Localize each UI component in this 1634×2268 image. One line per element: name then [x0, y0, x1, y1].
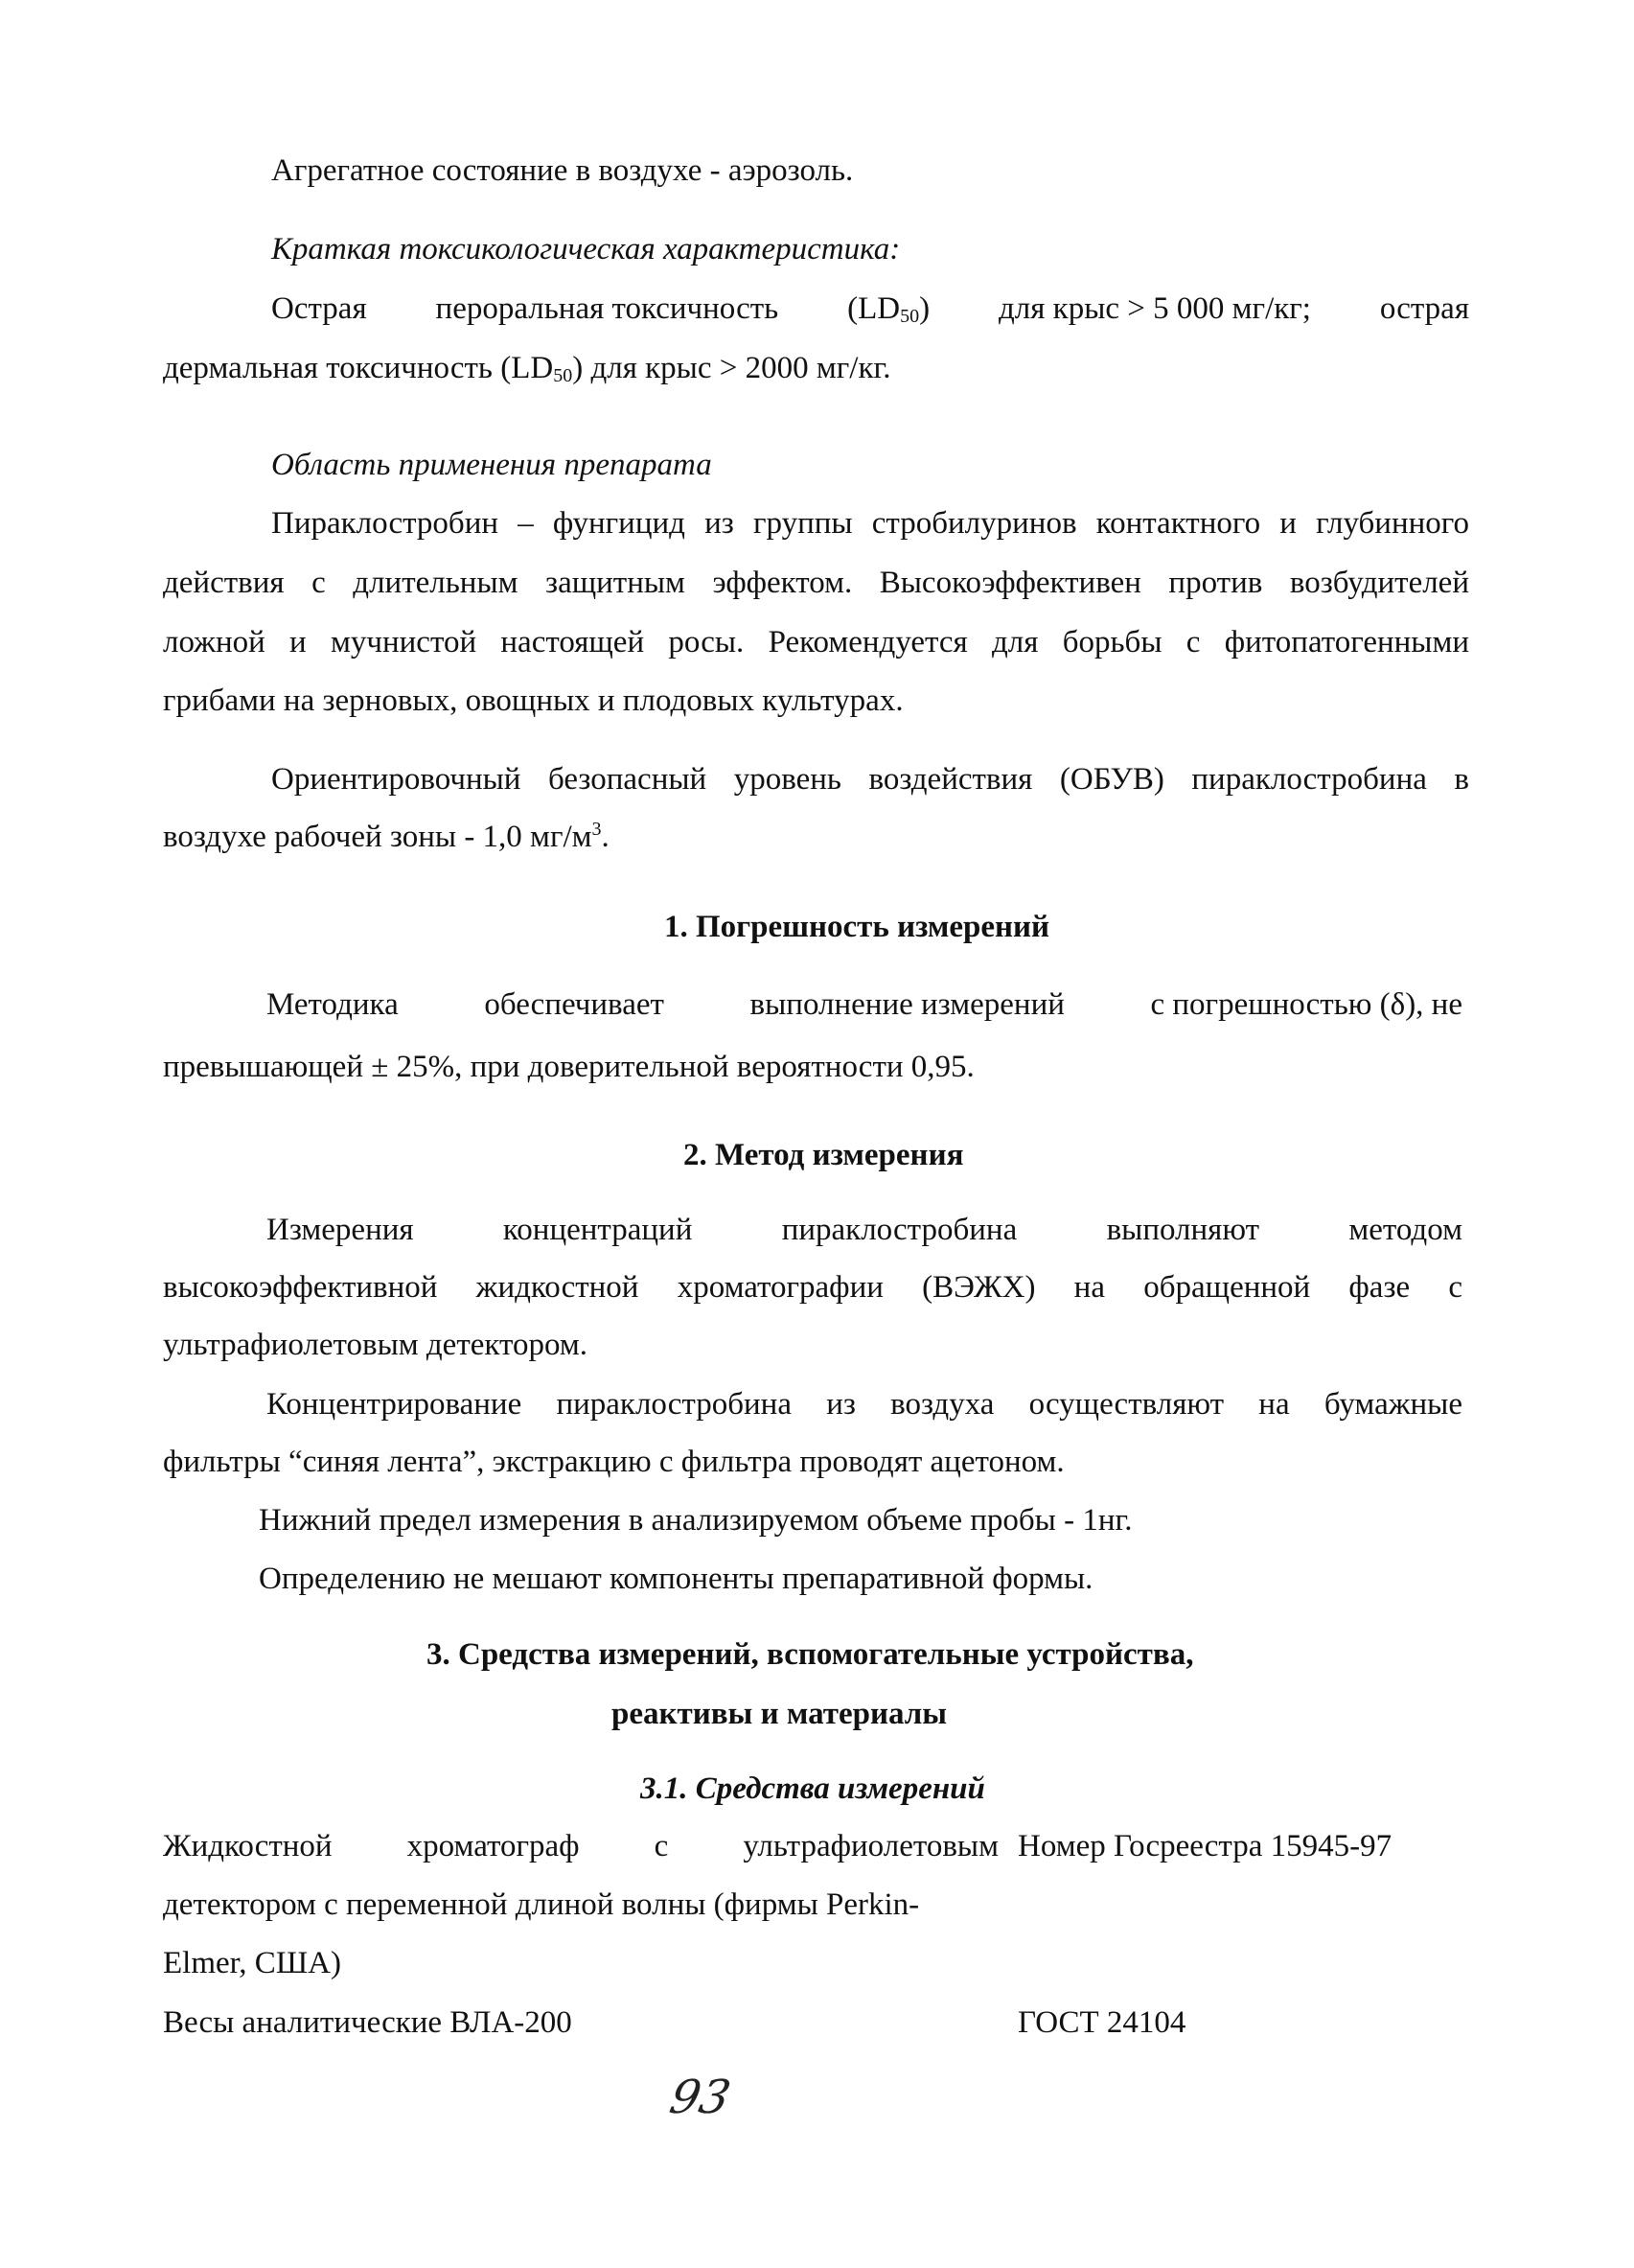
section-2-line-1: Измерения концентраций пираклостробина выполняют методом — [266, 1213, 1462, 1247]
balance-standard: ГОСТ 24104 — [1018, 2005, 1186, 2040]
chromatograph-line-1: Жидкостной хроматограф с ультрафиолетовым — [163, 1829, 999, 1863]
application-line: Пираклостробин – фунгицид из группы стробилуринов контактного и глубинного — [271, 506, 1469, 541]
no-interference-line: Определению не мешают компоненты препаративной формы. — [259, 1562, 1093, 1596]
application-line: грибами на зерновых, овощных и плодовых культурах. — [163, 683, 904, 718]
tox-line-2: дермальная токсичность $(LD_{50})$ для крыс > 2000 мг/кг. — [163, 351, 891, 386]
aggregate-state-line: Агрегатное состояние в воздухе - аэрозоль. — [271, 153, 854, 188]
application-line: действия с длительным защитным эффектом. Высокоэффективен против возбудителей — [163, 566, 1469, 600]
tox-word: для крыс > 5 000 мг/кг; — [999, 291, 1311, 326]
section-3-1-subtitle: 3.1. Средства измерений — [640, 1771, 985, 1806]
balance-name: Весы аналитические ВЛА-200 — [163, 2005, 572, 2040]
section-2-line-2: высокоэффективной жидкостной хроматографии (ВЭЖХ) на обращенной фазе с — [163, 1270, 1462, 1305]
concentration-line-2: фильтры “синяя лента”, экстракцию с фильтра проводят ацетоном. — [163, 1445, 1065, 1479]
application-heading: Область применения препарата — [271, 448, 712, 482]
chromatograph-line-3: Elmer, США) — [163, 1946, 341, 1980]
tox-word: острая — [1379, 291, 1469, 326]
section-3-title-line-2: реактивы и материалы — [611, 1697, 948, 1731]
section-1-line-1: Методика обеспечивает выполнение измерений с погрешностью (δ), не — [266, 987, 1462, 1022]
chromatograph-register-number: Номер Госреестра 15945-97 — [1018, 1829, 1392, 1863]
tox-word: Острая — [271, 291, 367, 326]
section-1-line-2: превышающей ± 25%, при доверительной вероятности 0,95. — [163, 1050, 975, 1084]
chromatograph-line-2: детектором с переменной длиной волны (фирмы Perkin- — [163, 1887, 920, 1922]
tox-heading: Краткая токсикологическая характеристика: — [271, 232, 901, 266]
section-1-title: 1. Погрешность измерений — [664, 910, 1050, 944]
section-2-line-3: ультрафиолетовым детектором. — [163, 1328, 587, 1362]
detection-limit-line: Нижний предел измерения в анализируемом объеме пробы - 1нг. — [259, 1503, 1133, 1538]
section-2-title: 2. Метод измерения — [683, 1138, 964, 1172]
application-line: ложной и мучнистой настоящей росы. Рекомендуется для борьбы с фитопатогенными — [163, 625, 1469, 660]
tox-ld50: $(LD_{50})$ — [847, 291, 931, 327]
section-3-title-line-1: 3. Средства измерений, вспомогательные устройства, — [426, 1637, 1194, 1672]
concentration-line-1: Концентрирование пираклостробина из воздуха осуществляют на бумажные — [266, 1387, 1462, 1422]
obuv-line-2: воздухе рабочей зоны - 1,0 $мг/м^3$. — [163, 819, 610, 854]
tox-line-1 — [271, 289, 1469, 328]
obuv-line-1: Ориентировочный безопасный уровень воздействия (ОБУВ) пираклостробина в — [271, 762, 1469, 797]
page-number: 93 — [665, 2071, 736, 2124]
tox-word: пероральная токсичность — [435, 291, 779, 326]
